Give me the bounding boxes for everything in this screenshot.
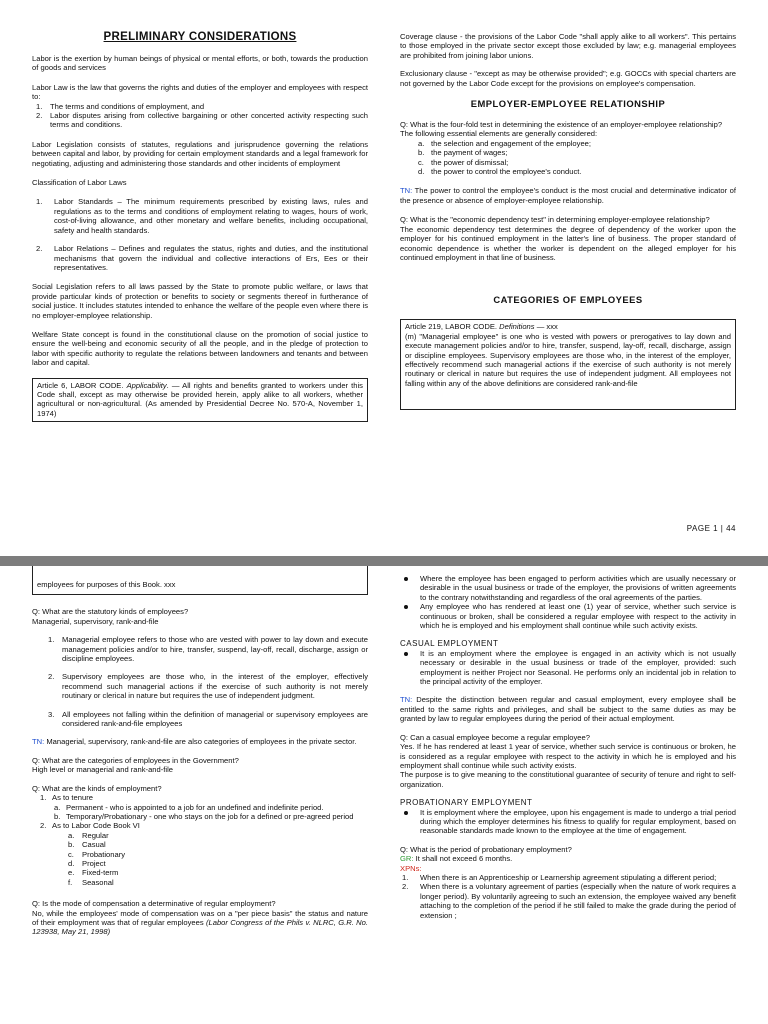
- list-item: 1. Labor Standards – The minimum requirements prescribed by existing laws, rules and regulations as to the terms and conditions of employment relating to wages, hours of work, cost-of-living allowance, and other monetary and welfare benefits, including occupational, safety and health standards.: [36, 197, 368, 235]
- probationary-bullet: It is employment where the employee, upon his engagement is made to undergo a trial period during which the employer determines his fitness to qualify for regular employment, based on reasonable standards made known to the employee at the time of engagement.: [400, 808, 736, 836]
- section-heading-categories: CATEGORIES OF EMPLOYEES: [493, 294, 643, 306]
- statutory-list: [32, 635, 368, 728]
- page2-right-column: [400, 574, 736, 920]
- bullet-icon: [404, 577, 408, 581]
- list-item: 1. Managerial employee refers to those who are vested with power to lay down and execute management policies and/or to hire, transfer, suspend, lay-off, recall, discharge, assign or discipline employees.: [48, 635, 368, 664]
- casual-regular-answer: Yes. If he has rendered at least 1 year of service, whether such service is continuous or broken, he is considered as a regular employee with respect to the activity in which he is employed and his employment shall continue while such activity exists.: [400, 742, 736, 770]
- book-sublist: [40, 831, 368, 887]
- bullet-icon: [404, 811, 408, 815]
- page2-left-column: [32, 566, 368, 937]
- government-answer: High level or managerial and rank-and-file: [32, 765, 173, 775]
- question-statutory: Q: What are the statutory kinds of employees?: [32, 607, 189, 617]
- tn-label: TN:: [400, 695, 413, 705]
- xpns-label: XPNs:: [400, 863, 422, 873]
- gr-label: GR:: [400, 854, 414, 864]
- article-219-box-continuation: employees for purposes of this Book. xxx: [32, 566, 368, 595]
- fourfold-intro: The following essential elements are generally considered:: [400, 129, 598, 139]
- question-kinds: Q: What are the kinds of employment?: [32, 783, 162, 793]
- coverage-clause: Coverage clause - the provisions of the Labor Code "shall apply alike to all workers". This pertains to those employed in the private sector except those excluded by law; e.g. managerial employees are prohibited from joining labor unions.: [400, 32, 736, 60]
- page1-right-column: [400, 32, 736, 410]
- labor-definition: Labor is the exertion by human beings of physical or mental efforts, or both, towards the production of goods and services: [32, 54, 368, 73]
- bullet-icon: [404, 652, 408, 656]
- regular-bullets: [400, 574, 736, 630]
- list-item: d. Project: [68, 858, 106, 868]
- question-compensation: Q: Is the mode of compensation a determinative of regular employment?: [32, 899, 276, 909]
- question-fourfold: Q: What is the four-fold test in determining the existence of an employer-employee relationship?: [400, 120, 723, 130]
- list-item: 1. As to tenure: [40, 793, 93, 803]
- list-item: 1. The terms and conditions of employment, and: [36, 101, 205, 111]
- list-item: f. Seasonal: [68, 877, 114, 887]
- tn-control-note: TN: The power to control the employee's conduct is the most crucial and determinative indicator of the presence or absence of employer-employee relationship.: [400, 186, 736, 205]
- document-page-2: [0, 566, 768, 1024]
- article-6-box: Article 6, LABOR CODE. Applicability. — All rights and benefits granted to workers under this Code shall, except as may otherwise be provided herein, apply alike to all workers, whether agricultural or non-agricultural. (As amended by Presidential Decree No. 570-A, November 1, 1974): [32, 378, 368, 423]
- question-casual-regular: Q: Can a casual employee become a regular employee?: [400, 732, 590, 742]
- list-item: b. Temporary/Probationary - one who stays on the job for a defined or pre-agreed period: [54, 811, 354, 821]
- list-item: 2. Labor Relations – Defines and regulates the status, rights and duties, and the institutional mechanisms that govern the individual and collective interactions of Ers, Ees or their representatives.: [36, 244, 368, 272]
- labor-law-list: [32, 102, 368, 130]
- list-item: c. the power of dismissal;: [418, 157, 509, 167]
- list-item: 2. As to Labor Code Book VI: [40, 821, 140, 831]
- list-item: c. Probationary: [68, 849, 126, 859]
- social-legislation: Social Legislation refers to all laws passed by the State to promote public welfare, or laws that provide particular kinds of protection or benefits to society or segments thereof in furtherance of social justice. It includes statutes intended to enhance the welfare of the people even where there is no employer-employee relationship.: [32, 282, 368, 320]
- kinds-list: [32, 793, 368, 887]
- list-item: b. the payment of wages;: [418, 148, 508, 158]
- bullet-icon: [404, 605, 408, 609]
- list-item: Any employee who has rendered at least one (1) year of service, whether such service is continuous or broken, shall be considered a regular employee with respect to the activity in which he is employed and his employment shall continue while such activity exists.: [404, 602, 736, 630]
- list-item: 2. Supervisory employees are those who, in the interest of the employer, effectively recommend such managerial actions if the exercise of such authority is not merely routinary or clerical in nature but requires the use of independent judgment.: [48, 672, 368, 701]
- page-title: PRELIMINARY CONSIDERATIONS: [103, 31, 297, 43]
- section-heading-er-ee: EMPLOYER-EMPLOYEE RELATIONSHIP: [470, 98, 666, 110]
- statutory-answer: Managerial, supervisory, rank-and-file: [32, 616, 159, 626]
- casual-heading: CASUAL EMPLOYMENT: [400, 639, 499, 649]
- tn-categories-note: TN: Managerial, supervisory, rank-and-file are also categories of employees in the private sector.: [32, 737, 357, 747]
- gr-rule: GR: It shall not exceed 6 months.: [400, 854, 513, 864]
- fourfold-list: [400, 139, 736, 177]
- list-item: a. Permanent - who is appointed to a job for an undefined and indefinite period.: [54, 802, 324, 812]
- tenure-sublist: [40, 803, 368, 822]
- probationary-heading: PROBATIONARY EMPLOYMENT: [400, 798, 533, 808]
- list-item: 3. All employees not falling within the definition of managerial or supervisory employees are considered rank-and-file employees: [48, 709, 368, 729]
- welfare-state: Welfare State concept is found in the constitutional clause on the promotion of social justice to ensure the well-being and economic security of all the people, and in the pledge of protection to labor with specific authority to regulate the relations between landowners and tenants and between labor and capital.: [32, 329, 368, 368]
- list-item: Where the employee has been engaged to perform activities which are usually necessary or desirable in the usual business or trade of the employer, the provisions of written agreements to the contrary notwithstanding and regardless of the oral agreements of the parties.: [404, 574, 736, 602]
- casual-bullet: It is an employment where the employee is engaged in an activity which is not usually necessary or desirable in the usual business or trade of the employer, provided: such employment is neither Project nor Seasonal. He performs only an incidental job in relation to the principal activity of the employer.: [400, 649, 736, 687]
- list-item: 1. When there is an Apprenticeship or Learnership agreement stipulating a different period;: [402, 872, 717, 882]
- exclusionary-clause: Exclusionary clause - "except as may be otherwise provided"; e.g. GOCCs with special charters are not governed by the Labor Code except for the provisions on employee's compensation.: [400, 69, 736, 88]
- casual-purpose: The purpose is to give meaning to the constitutional guarantee of security of tenure and right to self-organization.: [400, 770, 736, 789]
- list-item: a. the selection and engagement of the employee;: [418, 138, 592, 148]
- economic-answer: The economic dependency test determines the degree of dependency of the worker upon the employer for his continued employment in the latter's line of business. The proper standard of economic dependence is whether the worker is dependent on the alleged employer for his continued employment in that line of business.: [400, 224, 736, 262]
- question-economic: Q: What is the "economic dependency test" in determining employer-employee relationship?: [400, 215, 710, 225]
- classification-heading: Classification of Labor Laws: [32, 178, 127, 188]
- list-item: e. Fixed-term: [68, 868, 119, 878]
- labor-law-intro: Labor Law is the law that governs the rights and duties of the employer and employees with respect to:: [32, 82, 368, 102]
- tn-casual-note: TN: Despite the distinction between regular and casual employment, every employee shall be entitled to the same rights and privileges, and shall be subject to the same duties as may be granted by law to regular employees during the period of their actual employment.: [400, 695, 736, 724]
- classification-list: [32, 197, 368, 272]
- list-item: 2. Labor disputes arising from collective bargaining or other concerted activity respecting such terms and conditions.: [36, 111, 368, 130]
- list-item: a. Regular: [68, 830, 109, 840]
- compensation-answer: No, while the employees' mode of compensation was on a "per piece basis" the status and nature of their employment was that of regular employees (Labor Congress of the Phils v. NLRC, G.R. No. 123938, May 21, 1998): [32, 908, 368, 937]
- question-period: Q: What is the period of probationary employment?: [400, 844, 572, 854]
- tn-label: TN:: [32, 737, 45, 747]
- xpns-list: [400, 873, 736, 920]
- list-item: 2. When there is a voluntary agreement of parties (especially when the nature of work requires a longer period). By voluntarily agreeing to such an extension, the employee waived any benefit attaching to the completion of the period if he still failed to make the grade during the period of extension ;: [402, 882, 736, 920]
- page-number: PAGE 1 | 44: [686, 524, 736, 533]
- article-219-box: Article 219, LABOR CODE. Definitions — xxx (m) "Managerial employee" is one who is vested with powers or prerogatives to lay down and execute management policies and/or to hire, transfer, suspend, lay-off, recall, discharge, assign or discipline employees. Supervisory employees are those who, in the interest of the employer, effectively recommend such managerial actions if the exercise of such authority is not merely routinary or clerical in nature but requires the use of independent judgment. All employees not falling within any of the above definitions are considered rank-and-file: [400, 319, 736, 410]
- list-item: b. Casual: [68, 840, 106, 850]
- question-government: Q: What are the categories of employees in the Government?: [32, 755, 239, 765]
- tn-label: TN:: [400, 186, 413, 196]
- list-item: d. the power to control the employee's conduct.: [418, 167, 582, 177]
- labor-legislation: Labor Legislation consists of statutes, regulations and jurisprudence governing the relations between capital and labor, by providing for certain employment standards and a legal framework for negotiating, adjusting and administering those standards and other incidents of employment: [32, 139, 368, 168]
- page1-left-column: [32, 30, 368, 422]
